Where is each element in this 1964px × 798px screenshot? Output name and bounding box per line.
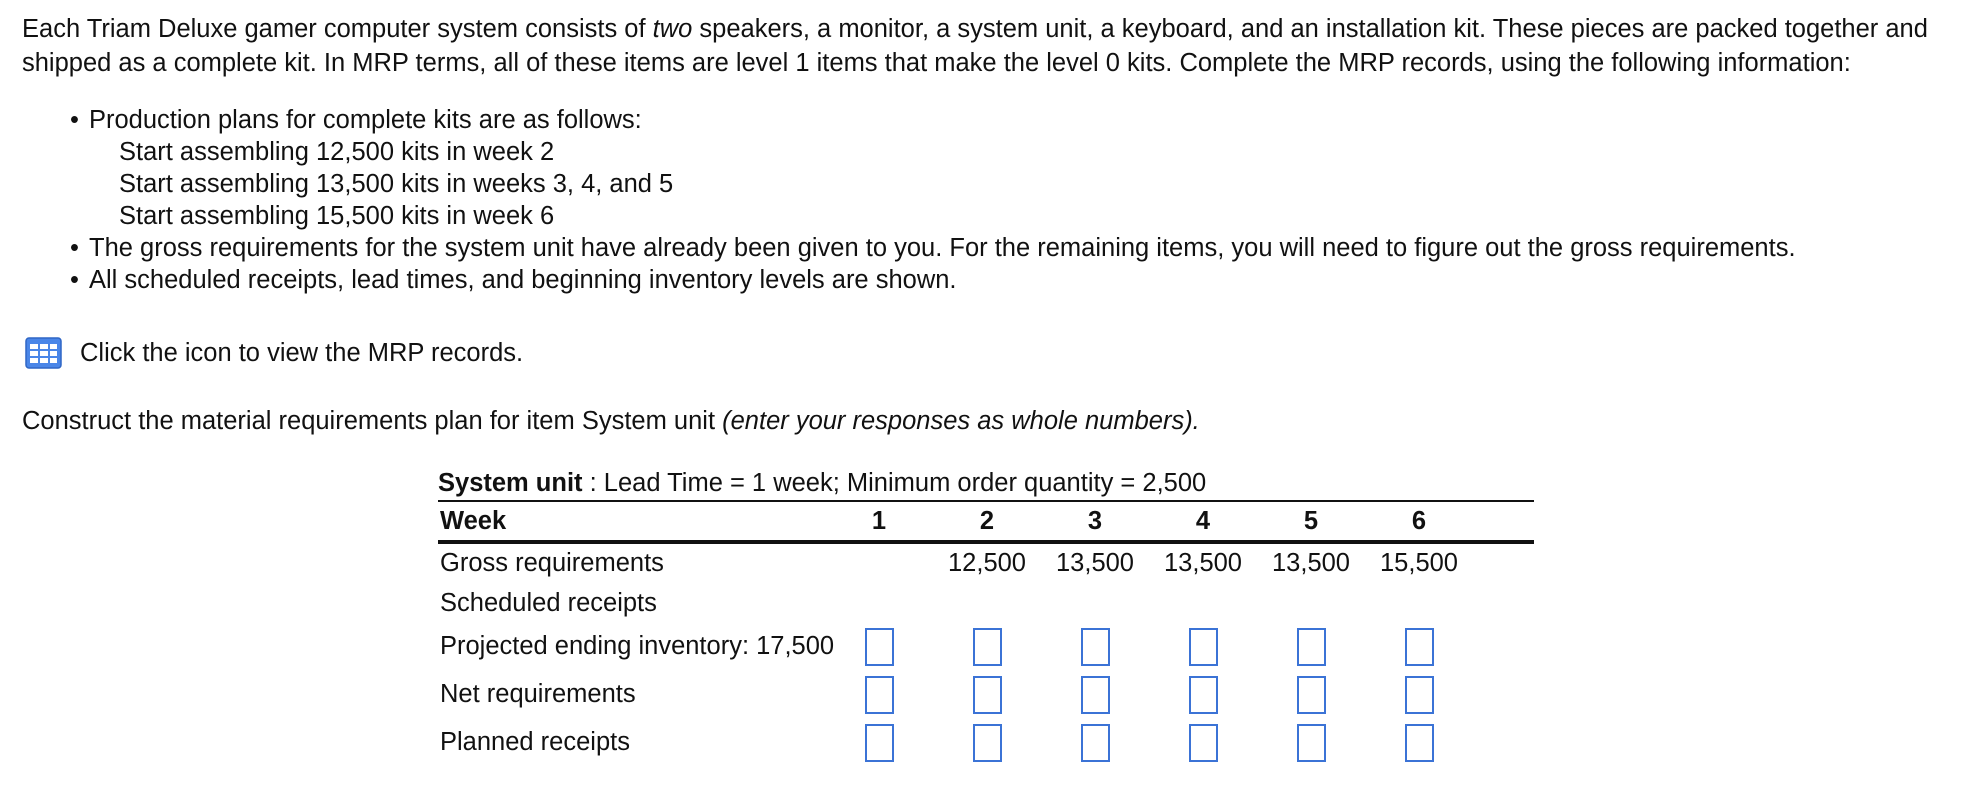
week-header-6: 6: [1411, 507, 1427, 535]
planned-receipts-input-week-3[interactable]: [1081, 724, 1110, 762]
receipts-note-text: All scheduled receipts, lead times, and beginning inventory levels are shown.: [89, 266, 957, 294]
production-heading: Production plans for complete kits are as follows:: [89, 106, 642, 134]
intro-emphasis: two: [652, 15, 693, 43]
scheduled-receipts-label: Scheduled receipts: [440, 589, 657, 617]
problem-intro: [22, 12, 1952, 80]
week-header-1: 1: [871, 507, 887, 535]
intro-text-part1: Each Triam Deluxe gamer computer system consists of: [22, 15, 653, 43]
gross-requirements-label: Gross requirements: [440, 549, 664, 577]
gross-requirements-week-4: 13,500: [1164, 549, 1242, 577]
net-requirements-input-week-1[interactable]: [865, 676, 894, 714]
net-requirements-input-week-2[interactable]: [973, 676, 1002, 714]
projected-inventory-input-week-4[interactable]: [1189, 628, 1218, 666]
net-requirements-input-week-4[interactable]: [1189, 676, 1218, 714]
bullet-dot: •: [70, 266, 79, 294]
net-requirements-input-week-6[interactable]: [1405, 676, 1434, 714]
mrp-caption: [438, 466, 1534, 502]
construct-instruction: [22, 404, 1200, 438]
gross-requirements-week-2: 12,500: [948, 549, 1026, 577]
production-line-3: Start assembling 15,500 kits in week 6: [119, 202, 555, 230]
intro-text-part2: speakers, a monitor, a system unit, a keyboard, and an installation kit. These pieces are packed together and shipped as a complete kit. In MRP terms, all of these items are level 1 items that make the level 0 kits. Complete the MRP records, using the following information:: [22, 15, 1928, 77]
week-header-label: Week: [440, 507, 507, 535]
list-item-production: [70, 104, 1950, 232]
projected-inventory-input-week-3[interactable]: [1081, 628, 1110, 666]
planned-receipts-label: Planned receipts: [440, 728, 630, 756]
mrp-item-name: System unit: [438, 469, 583, 497]
info-bullet-list: [70, 104, 1950, 296]
gross-requirements-week-6: 15,500: [1380, 549, 1458, 577]
week-header-2: 2: [979, 507, 995, 535]
planned-receipts-input-week-5[interactable]: [1297, 724, 1326, 762]
construct-hint: (enter your responses as whole numbers).: [722, 407, 1200, 435]
bullet-dot: •: [70, 106, 79, 134]
week-header-5: 5: [1303, 507, 1319, 535]
production-line-2: Start assembling 13,500 kits in weeks 3, 4, and 5: [119, 170, 674, 198]
planned-receipts-input-week-4[interactable]: [1189, 724, 1218, 762]
mrp-records-link-text: Click the icon to view the MRP records.: [80, 338, 524, 367]
projected-inventory-row: [438, 622, 1534, 670]
net-requirements-label: Net requirements: [440, 680, 636, 708]
gross-requirements-week-3: 13,500: [1056, 549, 1134, 577]
planned-receipts-input-week-2[interactable]: [973, 724, 1002, 762]
list-item-receipts-note: [70, 264, 1950, 296]
mrp-item-details: : Lead Time = 1 week; Minimum order quantity = 2,500: [582, 469, 1207, 497]
net-requirements-input-week-3[interactable]: [1081, 676, 1110, 714]
projected-inventory-input-week-6[interactable]: [1405, 628, 1434, 666]
week-header-3: 3: [1087, 507, 1103, 535]
week-header-4: 4: [1195, 507, 1211, 535]
projected-inventory-input-week-5[interactable]: [1297, 628, 1326, 666]
gross-note-text: The gross requirements for the system unit have already been given to you. For the remaining items, you will need to figure out the gross requirements.: [89, 234, 1796, 262]
mrp-records-link-row: [25, 335, 523, 371]
projected-inventory-input-week-2[interactable]: [973, 628, 1002, 666]
net-requirements-input-week-5[interactable]: [1297, 676, 1326, 714]
scheduled-receipts-row: [438, 584, 1534, 622]
construct-text: Construct the material requirements plan for item System unit: [22, 407, 723, 435]
gross-requirements-row: [438, 544, 1534, 584]
gross-requirements-week-5: 13,500: [1272, 549, 1350, 577]
mrp-week-header-row: [438, 502, 1534, 544]
net-requirements-row: [438, 670, 1534, 718]
table-grid-icon[interactable]: [25, 337, 62, 369]
projected-inventory-label: Projected ending inventory: 17,500: [440, 632, 835, 660]
projected-inventory-input-week-1[interactable]: [865, 628, 894, 666]
planned-receipts-input-week-1[interactable]: [865, 724, 894, 762]
planned-receipts-row: [438, 718, 1534, 766]
bullet-dot: •: [70, 234, 79, 262]
mrp-table: [438, 466, 1534, 766]
production-line-1: Start assembling 12,500 kits in week 2: [119, 138, 555, 166]
list-item-gross-note: [70, 232, 1950, 264]
planned-receipts-input-week-6[interactable]: [1405, 724, 1434, 762]
